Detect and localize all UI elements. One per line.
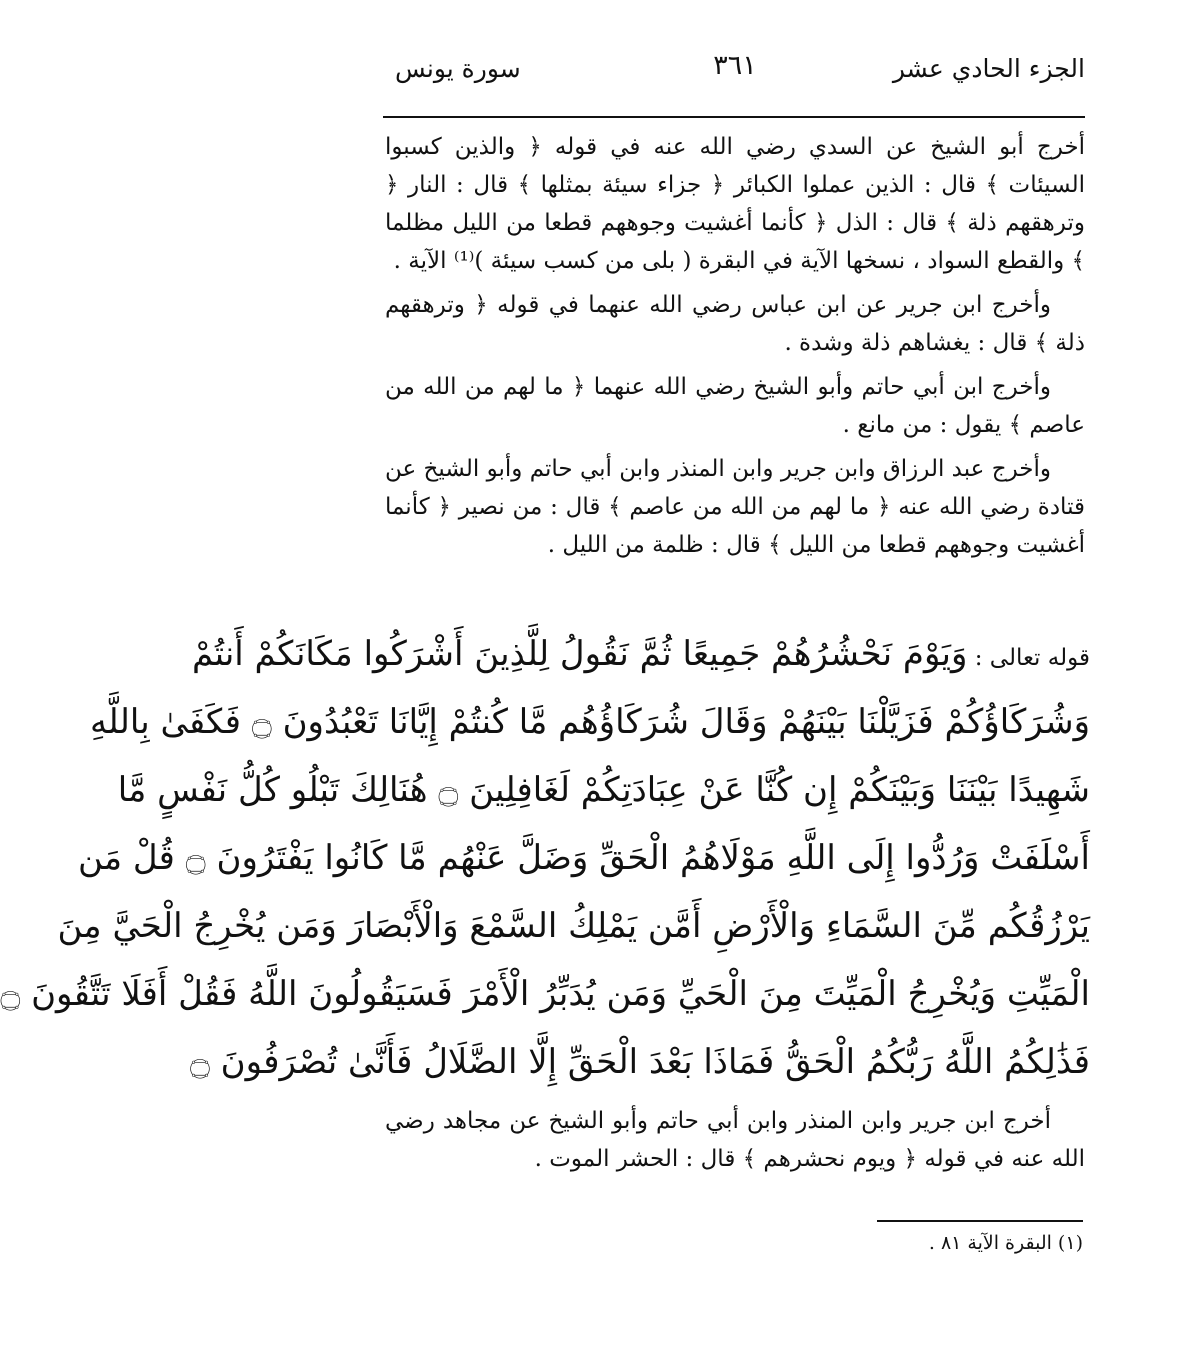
paragraph: وأخرج ابن أبي حاتم وأبو الشيخ رضي الله عنهما ﴿ ما لهم من الله من عاصم ﴾ يقول : من مانع . [385,374,1085,438]
commentary-body [385,128,1085,570]
verse-line: يَرْزُقُكُم مِّنَ السَّمَاءِ وَالْأَرْضِ أَمَّن يَمْلِكُ السَّمْعَ وَالْأَبْصَارَ وَمَن يُخْرِجُ الْحَيَّ مِنَ [57,906,1090,946]
footnote-rule [877,1220,1083,1222]
verse-line: شَهِيدًا بَيْنَنَا وَبَيْنَكُمْ إِن كُنَّا عَنْ عِبَادَتِكُمْ لَغَافِلِينَ ۝ هُنَالِكَ تَبْلُو كُلُّ نَفْسٍ مَّا [117,770,1090,810]
verse-line [191,620,1090,688]
verse-line: وَشُرَكَاؤُكُمْ فَزَيَّلْنَا بَيْنَهُمْ وَقَالَ شُرَكَاؤُهُم مَّا كُنتُمْ إِيَّانَا تَعْبُدُونَ ۝ فَكَفَىٰ بِاللَّهِ [90,702,1090,742]
paragraph: أخرج أبو الشيخ عن السدي رضي الله عنه في قوله ﴿ والذين كسبوا السيئات ﴾ قال : الذين عملوا الكبائر ﴿ جزاء سيئة بمثلها ﴾ قال : النار ﴿ وترهقهم ذلة ﴾ قال : الذل ﴿ كأنما أغشيت وجوههم قطعا من الليل مظلما ﴾ والقطع السواد ، نسخها الآية في البقرة ( بلى من كسب سيئة )⁽¹⁾ الآية . [385,134,1085,274]
paragraph: وأخرج عبد الرزاق وابن جرير وابن المنذر وابن أبي حاتم وأبو الشيخ عن قتادة رضي الله عنه ﴿ ما لهم من الله من عاصم ﴾ قال : من نصير ﴿ كأنما أغشيت وجوههم قطعا من الليل ﴾ قال : ظلمة من الليل . [385,456,1085,558]
header-rule [383,116,1085,118]
page-header [385,48,1085,92]
footnote: (١) البقرة الآية ٨١ . [928,1232,1083,1254]
header-surah-title: سورة يونس [395,54,521,83]
commentary-after-verse [385,1102,1085,1184]
quran-verse-block [0,620,1090,1096]
header-part-title: الجزء الحادي عشر [892,54,1085,83]
verse-text: وَيَوْمَ نَحْشُرُهُمْ جَمِيعًا ثُمَّ نَقُولُ لِلَّذِينَ أَشْرَكُوا مَكَانَكُمْ أَنتُمْ [191,634,968,674]
verse-line: الْمَيِّتِ وَيُخْرِجُ الْمَيِّتَ مِنَ الْحَيِّ وَمَن يُدَبِّرُ الْأَمْرَ فَسَيَقُولُونَ اللَّهُ فَقُلْ أَفَلَا تَتَّقُونَ ۝ [0,974,1090,1014]
verse-intro: قوله تعالى : [967,645,1090,671]
paragraph: أخرج ابن جرير وابن المنذر وابن أبي حاتم وأبو الشيخ عن مجاهد رضي الله عنه في قوله ﴿ ويوم نحشرهم ﴾ قال : الحشر الموت . [385,1108,1085,1172]
verse-line: أَسْلَفَتْ وَرُدُّوا إِلَى اللَّهِ مَوْلَاهُمُ الْحَقِّ وَضَلَّ عَنْهُم مَّا كَانُوا يَفْتَرُونَ ۝ قُلْ مَن [78,838,1090,878]
verse-line: فَذَٰلِكُمُ اللَّهُ رَبُّكُمُ الْحَقُّ فَمَاذَا بَعْدَ الْحَقِّ إِلَّا الضَّلَالُ فَأَنَّىٰ تُصْرَفُونَ ۝ [189,1042,1090,1082]
paragraph: وأخرج ابن جرير عن ابن عباس رضي الله عنهما في قوله ﴿ وترهقهم ذلة ﴾ قال : يغشاهم ذلة وشدة . [385,292,1085,356]
page-number: ٣٦١ [713,50,757,81]
